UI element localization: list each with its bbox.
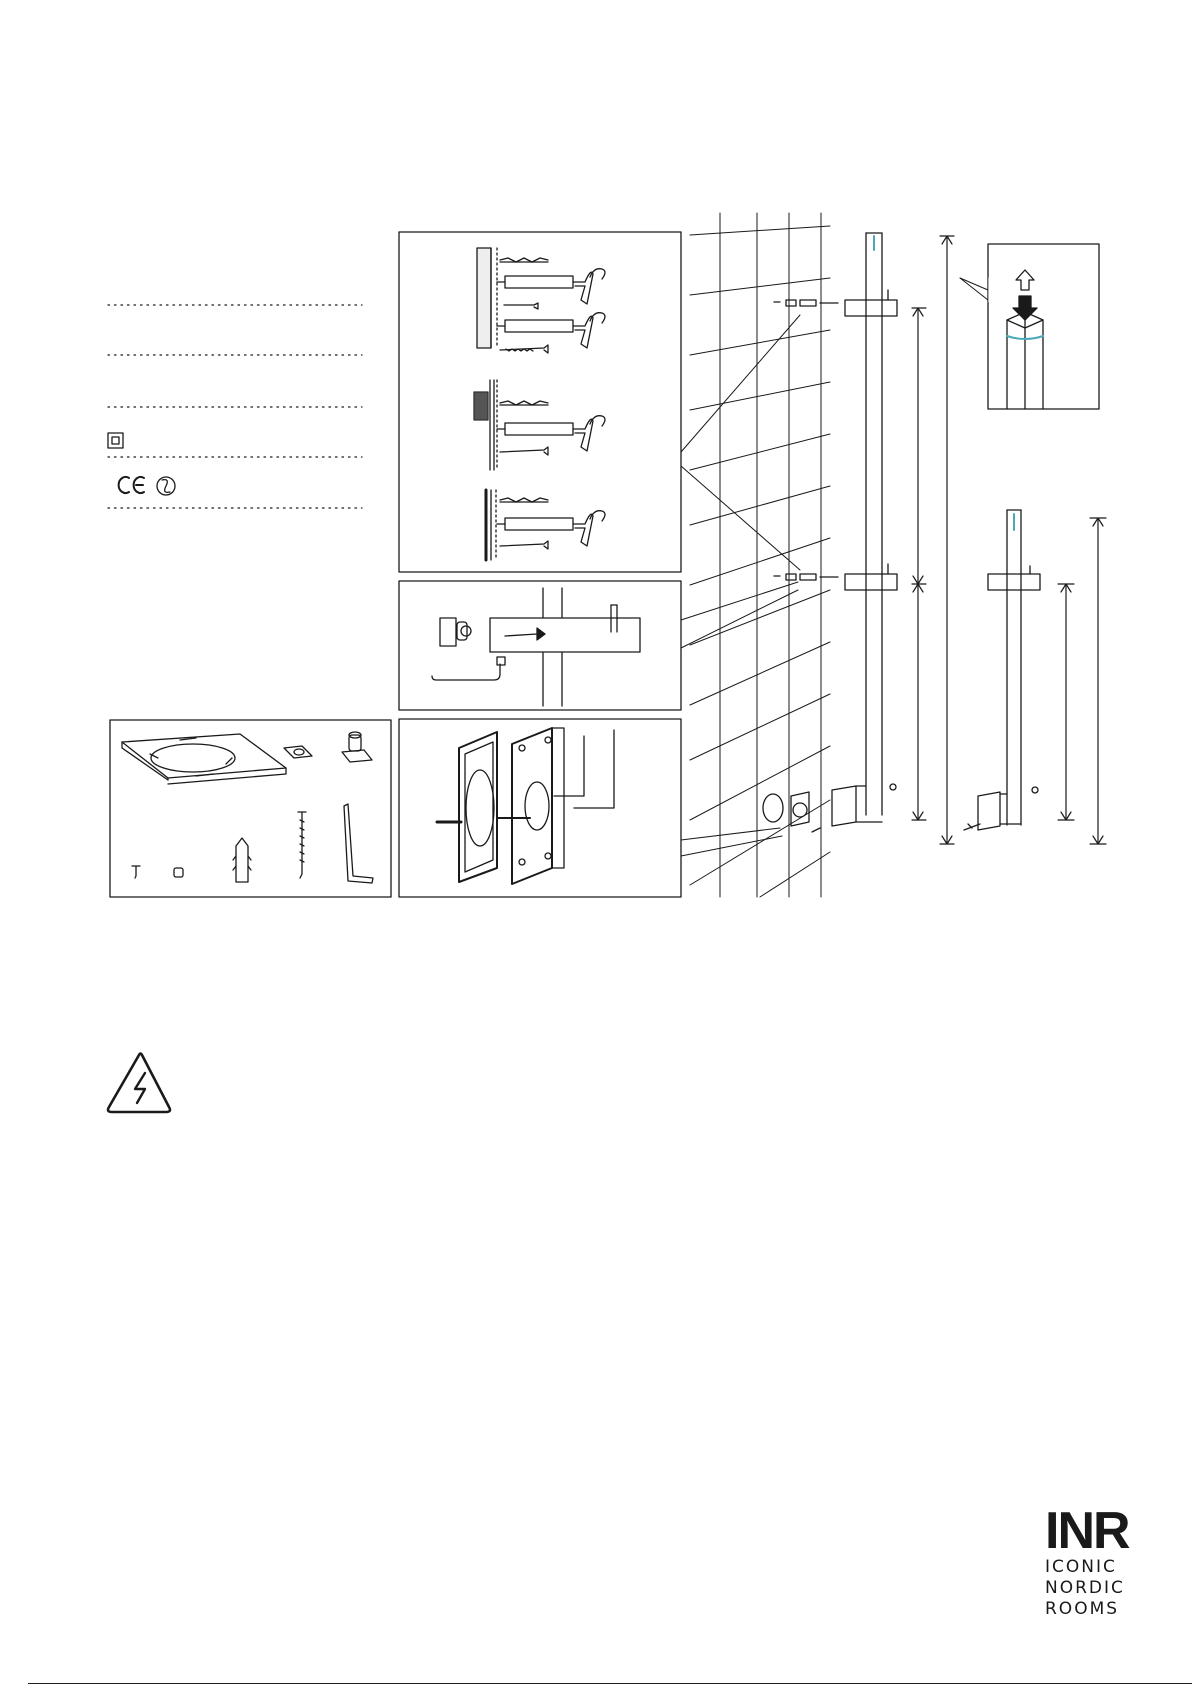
callout-end-cap (988, 244, 1099, 409)
panel-wall-flange (399, 719, 681, 897)
panel-bracket-detail (399, 581, 681, 710)
panel-wall-mounting (399, 232, 681, 572)
brand-line-3: ROOMS (1045, 1599, 1120, 1619)
page-footer-rule (28, 1683, 1192, 1684)
brand-logo (1045, 1502, 1165, 1620)
shower-rail-mounted (763, 233, 897, 832)
spec-lines (108, 305, 362, 508)
brand-line-2: NORDIC (1045, 1578, 1125, 1598)
electrical-safety-icon (157, 477, 175, 495)
brand-line-1: ICONIC (1045, 1557, 1117, 1577)
high-voltage-warning-icon (108, 1054, 170, 1113)
leader-lines (681, 278, 988, 856)
ce-mark-icon (119, 477, 144, 493)
dimension-lines (912, 236, 1106, 844)
brand-mark: INR (1045, 1502, 1129, 1560)
shower-rail-standalone (964, 510, 1040, 830)
panel-parts-kit (110, 720, 391, 897)
class2-icon (108, 433, 123, 448)
